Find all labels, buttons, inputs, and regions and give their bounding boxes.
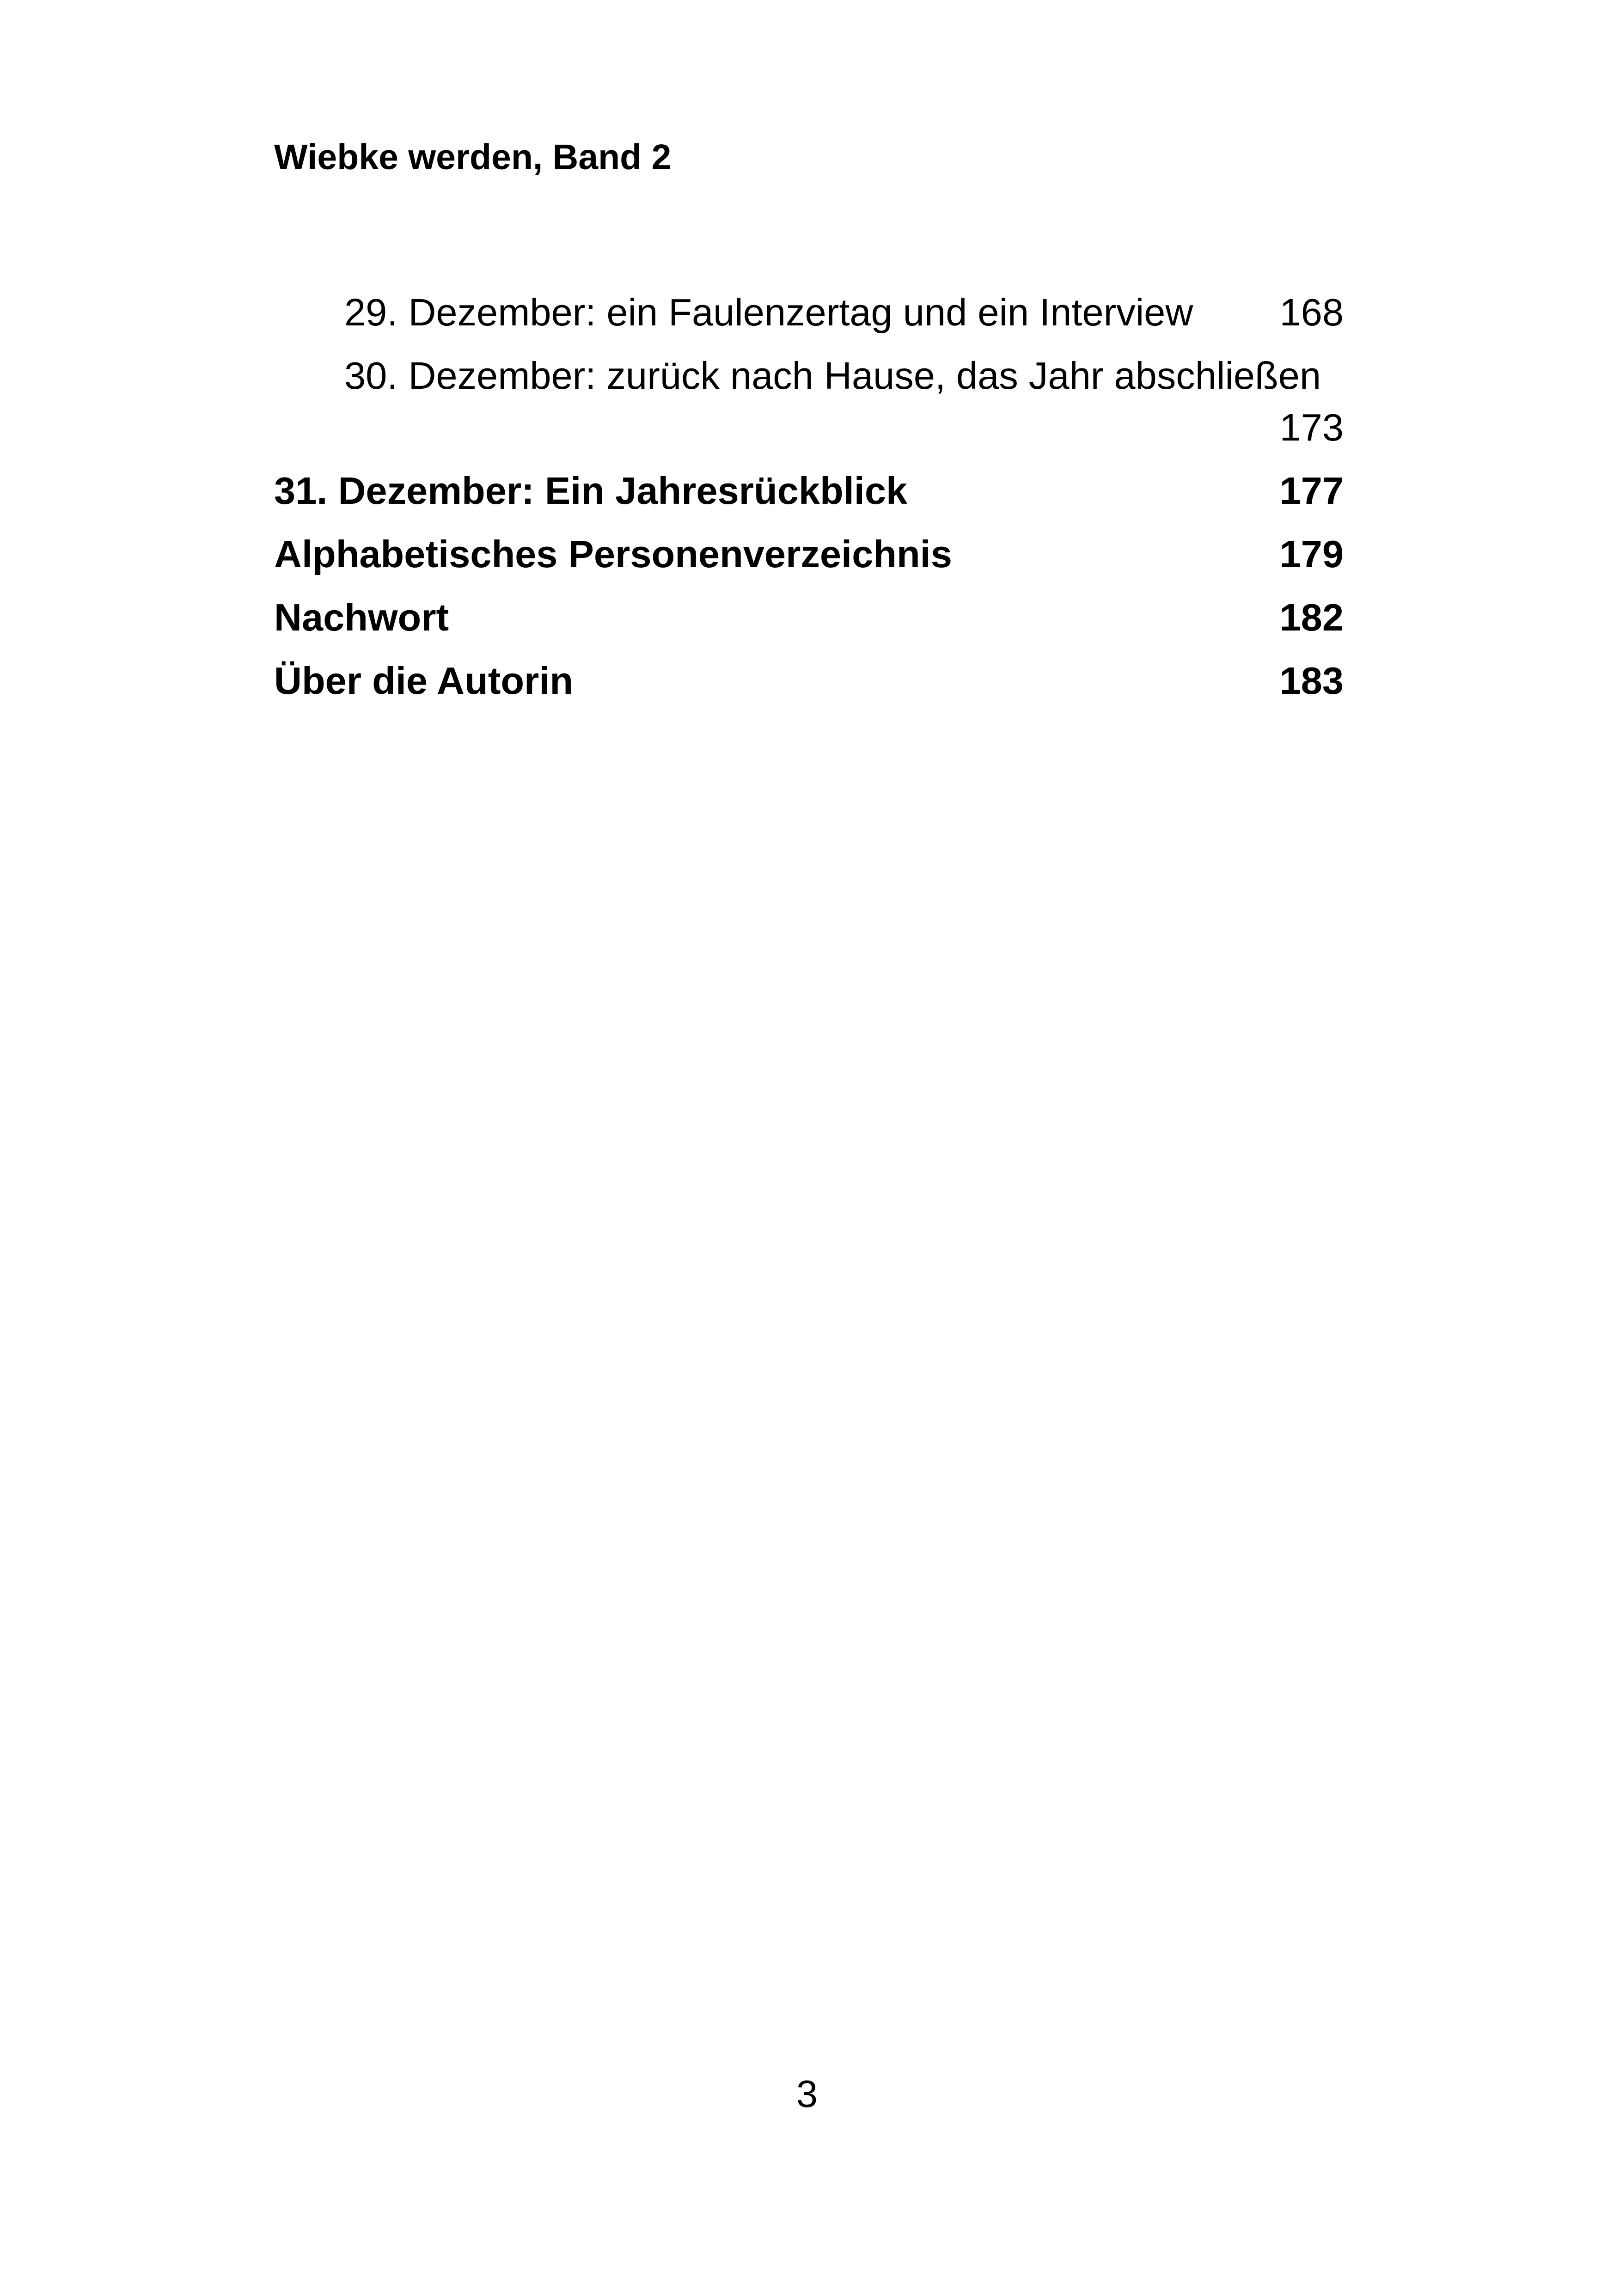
toc-entry-page: 182: [1279, 596, 1344, 639]
toc-entry-title: 31. Dezember: Ein Jahresrückblick: [274, 469, 908, 512]
toc-entry-title: 30. Dezember: zurück nach Hause, das Jahr abschließen: [344, 354, 1321, 397]
toc-entry: [274, 528, 1344, 580]
toc-entry-page: 168: [1279, 291, 1344, 334]
page-header: Wiebke werden, Band 2: [274, 137, 672, 177]
toc-entry-page: 179: [1279, 533, 1344, 576]
toc-entry: [274, 655, 1344, 707]
toc-entry-title: Nachwort: [274, 596, 449, 639]
toc-entry: [274, 287, 1344, 338]
table-of-contents: [274, 287, 1344, 718]
toc-entry-page: 173: [1279, 406, 1344, 449]
page-number: 3: [796, 2072, 818, 2115]
toc-entry-title: Über die Autorin: [274, 659, 574, 702]
toc-entry-title: Alphabetisches Personenverzeichnis: [274, 533, 952, 576]
toc-entry: [274, 592, 1344, 643]
toc-entry: [274, 350, 1344, 453]
toc-entry-page: 177: [1279, 469, 1344, 512]
toc-entry: [274, 465, 1344, 517]
toc-entry-page: 183: [1279, 659, 1344, 702]
toc-entry-title: 29. Dezember: ein Faulenzertag und ein Interview: [344, 291, 1193, 334]
